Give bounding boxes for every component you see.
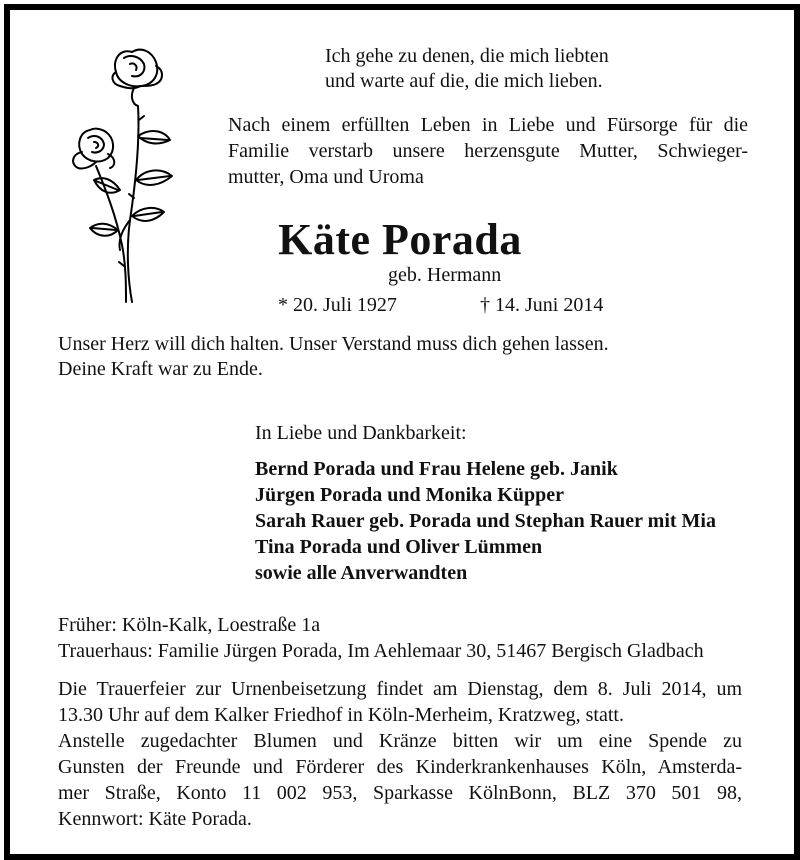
- info-line: Kennwort: Käte Porada.: [58, 808, 252, 830]
- info-line: Anstelle zugedachter Blumen und Kränze bitten wir um eine Spende zu: [58, 730, 742, 752]
- birth-date: * 20. Juli 1927: [278, 294, 397, 316]
- info-line: Gunsten der Freunde und Förderer des Kinderkrankenhauses Köln, Amsterda-: [58, 756, 742, 778]
- family-list: [255, 456, 716, 586]
- poem-line: und warte auf die, die mich lieben.: [325, 70, 603, 92]
- funeral-info: [58, 676, 742, 832]
- death-date: † 14. Juni 2014: [480, 294, 604, 316]
- dedication: In Liebe und Dankbarkeit:: [255, 422, 467, 444]
- info-line: Die Trauerfeier zur Urnenbeisetzung findet am Dienstag, dem 8. Juli 2014, um: [58, 678, 742, 700]
- verse: [58, 332, 609, 382]
- mourning-address: Trauerhaus: Familie Jürgen Porada, Im Aehlemaar 30, 51467 Bergisch Gladbach: [58, 640, 704, 662]
- addresses: [58, 612, 704, 664]
- intro-line: Familie verstarb unsere herzensgute Mutter, Schwieger-: [228, 140, 748, 162]
- poem-line: Ich gehe zu denen, die mich liebten: [325, 45, 609, 67]
- family-member: Sarah Rauer geb. Porada und Stephan Rauer mit Mia: [255, 510, 716, 532]
- former-address: Früher: Köln-Kalk, Loestraße 1a: [58, 614, 321, 636]
- poem: [325, 44, 609, 94]
- info-line: mer Straße, Konto 11 002 953, Sparkasse KölnBonn, BLZ 370 501 98,: [58, 782, 742, 804]
- info-line: 13.30 Uhr auf dem Kalker Friedhof in Köln-Merheim, Kratzweg, statt.: [58, 704, 624, 726]
- family-member: sowie alle Anverwandten: [255, 562, 468, 584]
- deceased-name: Käte Porada: [278, 215, 522, 264]
- intro-text: [228, 112, 748, 190]
- family-member: Jürgen Porada und Monika Küpper: [255, 484, 564, 506]
- intro-line: Nach einem erfüllten Leben in Liebe und Fürsorge für die: [228, 114, 748, 136]
- verse-line: Deine Kraft war zu Ende.: [58, 358, 263, 380]
- family-member: Tina Porada und Oliver Lümmen: [255, 536, 543, 558]
- intro-line: mutter, Oma und Uroma: [228, 166, 424, 188]
- family-member: Bernd Porada und Frau Helene geb. Janik: [255, 458, 618, 480]
- maiden-name: geb. Hermann: [388, 264, 502, 286]
- verse-line: Unser Herz will dich halten. Unser Verstand muss dich gehen lassen.: [58, 333, 609, 355]
